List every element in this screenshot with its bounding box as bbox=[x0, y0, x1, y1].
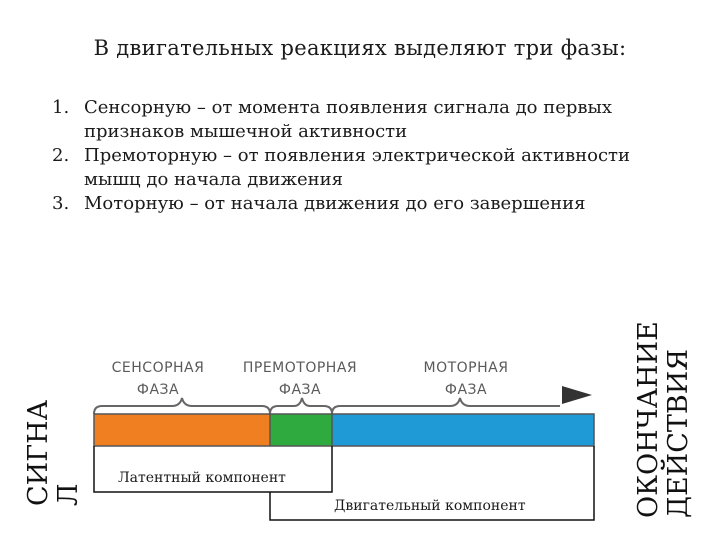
phase-description: Сенсорную – от момента появления сигнала до первых признаков мышечной активности bbox=[84, 97, 613, 142]
action-end-label: ОКОНЧАНИЕ ДЕЙСТВИЯ bbox=[633, 321, 694, 518]
latent-component-label: Латентный компонент bbox=[118, 470, 286, 486]
motor-phase-segment bbox=[332, 414, 594, 446]
sensory-phase-subtitle: ФАЗА bbox=[136, 382, 180, 398]
motor-phase-brace bbox=[332, 398, 560, 414]
signal-label: СИГНА Л bbox=[23, 399, 84, 506]
motor-phase-title: МОТОРНАЯ bbox=[423, 360, 509, 376]
premotor-phase-brace bbox=[270, 398, 332, 414]
sensory-phase-segment bbox=[94, 414, 270, 446]
premotor-phase-segment bbox=[270, 414, 332, 446]
sensory-phase-title: СЕНСОРНАЯ bbox=[111, 360, 205, 376]
motor-component-label: Двигательный компонент bbox=[334, 498, 526, 514]
motor-phase-arrowhead bbox=[562, 386, 592, 404]
premotor-phase-subtitle: ФАЗА bbox=[278, 382, 322, 398]
motor-phase-subtitle: ФАЗА bbox=[444, 382, 488, 398]
phase-description: Премоторную – от появления электрической активности мышц до начала движения bbox=[84, 145, 631, 190]
phase-number: 1. bbox=[52, 97, 70, 118]
phase-number: 3. bbox=[52, 193, 70, 214]
premotor-phase-title: ПРЕМОТОРНАЯ bbox=[242, 360, 358, 376]
phase-number: 2. bbox=[52, 145, 70, 166]
sensory-phase-brace bbox=[94, 398, 270, 414]
slide-title: В двигательных реакциях выделяют три фазы: bbox=[93, 36, 627, 60]
phase-description: Моторную – от начала движения до его завершения bbox=[84, 193, 586, 214]
